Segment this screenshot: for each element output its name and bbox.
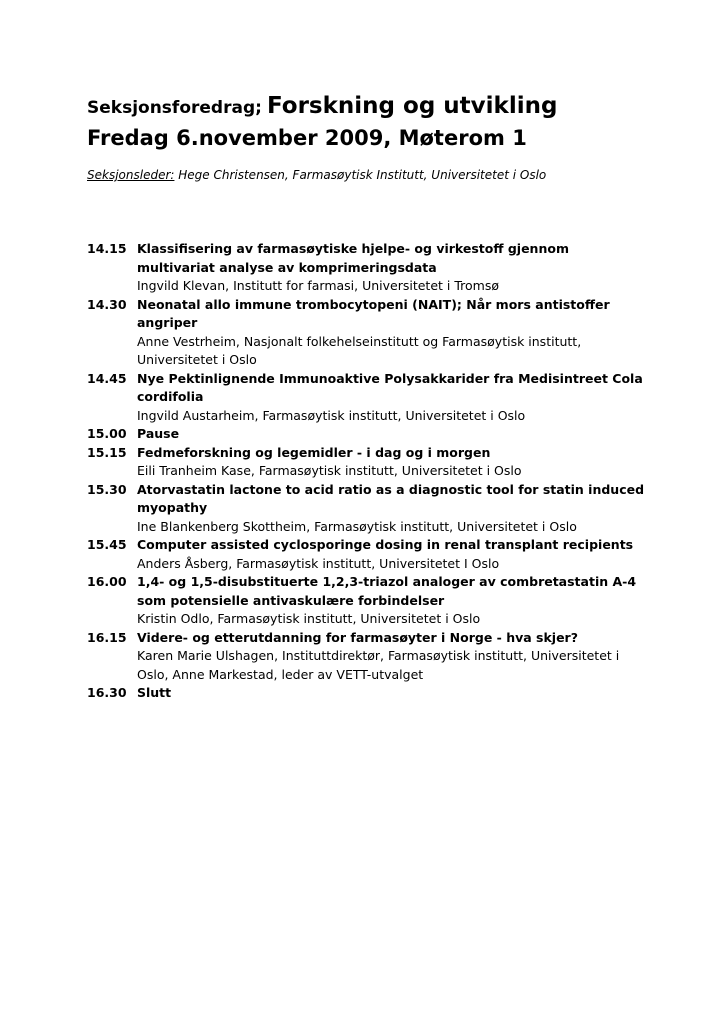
program-time: 16.30 [87, 685, 127, 700]
program-title: Pause [137, 426, 180, 441]
program-speaker: Karen Marie Ulshagen, Instituttdirektør, Farmasøytisk institutt, Universitetet i Oslo, Anne Markestad, leder av VETT-utvalget [137, 648, 620, 682]
program-item [87, 684, 647, 703]
program-speaker: Anne Vestrheim, Nasjonalt folkehelseinstitutt og Farmasøytisk institutt, Universitetet i Oslo [137, 333, 582, 367]
section-title: Forskning og utvikling [267, 93, 558, 119]
program-time: 15.45 [87, 537, 127, 552]
program-title: Slutt [137, 685, 172, 700]
program-speaker: Ine Blankenberg Skottheim, Farmasøytisk institutt, Universitetet i Oslo [137, 518, 577, 534]
program-time: 15.15 [87, 444, 127, 460]
program-time: 16.00 [87, 574, 127, 589]
program-body [137, 370, 647, 426]
program-body [137, 684, 647, 703]
program-speaker: Eili Tranheim Kase, Farmasøytisk institutt, Universitetet i Oslo [137, 463, 522, 478]
leader-text: Hege Christensen, Farmasøytisk Institutt, Universitetet i Oslo [174, 168, 547, 182]
program-body [137, 296, 647, 370]
program-speaker: Ingvild Austarheim, Farmasøytisk institutt, Universitetet i Oslo [137, 407, 526, 423]
program-title: Atorvastatin lactone to acid ratio as a diagnostic tool for statin induced myopathy [137, 481, 645, 515]
program-list [87, 240, 647, 703]
section-leader [87, 168, 546, 182]
program-time: 14.15 [87, 241, 127, 256]
program-time: 14.45 [87, 370, 127, 386]
program-body [137, 425, 647, 444]
program-time: 15.00 [87, 426, 127, 441]
program-item [87, 536, 647, 573]
program-item [87, 296, 647, 370]
program-body [137, 629, 647, 685]
program-item [87, 425, 647, 444]
program-body [137, 240, 647, 296]
program-body [137, 573, 647, 629]
leader-label: Seksjonsleder: [87, 168, 175, 182]
program-time: 15.30 [87, 481, 127, 497]
program-title: Videre- og etterutdanning for farmasøyter i Norge - hva skjer? [137, 629, 578, 645]
program-item [87, 240, 647, 296]
program-speaker: Ingvild Klevan, Institutt for farmasi, Universitetet i Tromsø [137, 278, 499, 293]
program-item [87, 370, 647, 426]
program-title: Klassifisering av farmasøytiske hjelpe- og virkestoff gjennom multivariat analyse av komprimeringsdata [137, 241, 569, 275]
program-item [87, 444, 647, 481]
program-title: 1,4- og 1,5-disubstituerte 1,2,3-triazol analoger av combretastatin A-4 som potensielle antivaskulære forbindelser [137, 574, 637, 608]
program-speaker: Anders Åsberg, Farmasøytisk institutt, Universitetet I Oslo [137, 555, 500, 571]
program-item [87, 573, 647, 629]
program-time: 14.30 [87, 296, 127, 312]
program-speaker: Kristin Odlo, Farmasøytisk institutt, Universitetet i Oslo [137, 611, 481, 626]
program-item [87, 481, 647, 537]
date-room-heading: Fredag 6.november 2009, Møterom 1 [87, 126, 527, 150]
program-time: 16.15 [87, 629, 127, 645]
program-body [137, 536, 647, 573]
program-item [87, 629, 647, 685]
program-title: Fedmeforskning og legemidler - i dag og i morgen [137, 444, 491, 460]
section-heading [87, 93, 557, 119]
program-body [137, 444, 647, 481]
program-title: Neonatal allo immune trombocytopeni (NAIT); Når mors antistoffer angriper [137, 296, 610, 330]
program-body [137, 481, 647, 537]
section-label: Seksjonsforedrag; [87, 98, 262, 118]
program-title: Computer assisted cyclosporinge dosing in renal transplant recipients [137, 537, 634, 552]
program-title: Nye Pektinlignende Immunoaktive Polysakkarider fra Medisintreet Cola cordifolia [137, 370, 643, 404]
